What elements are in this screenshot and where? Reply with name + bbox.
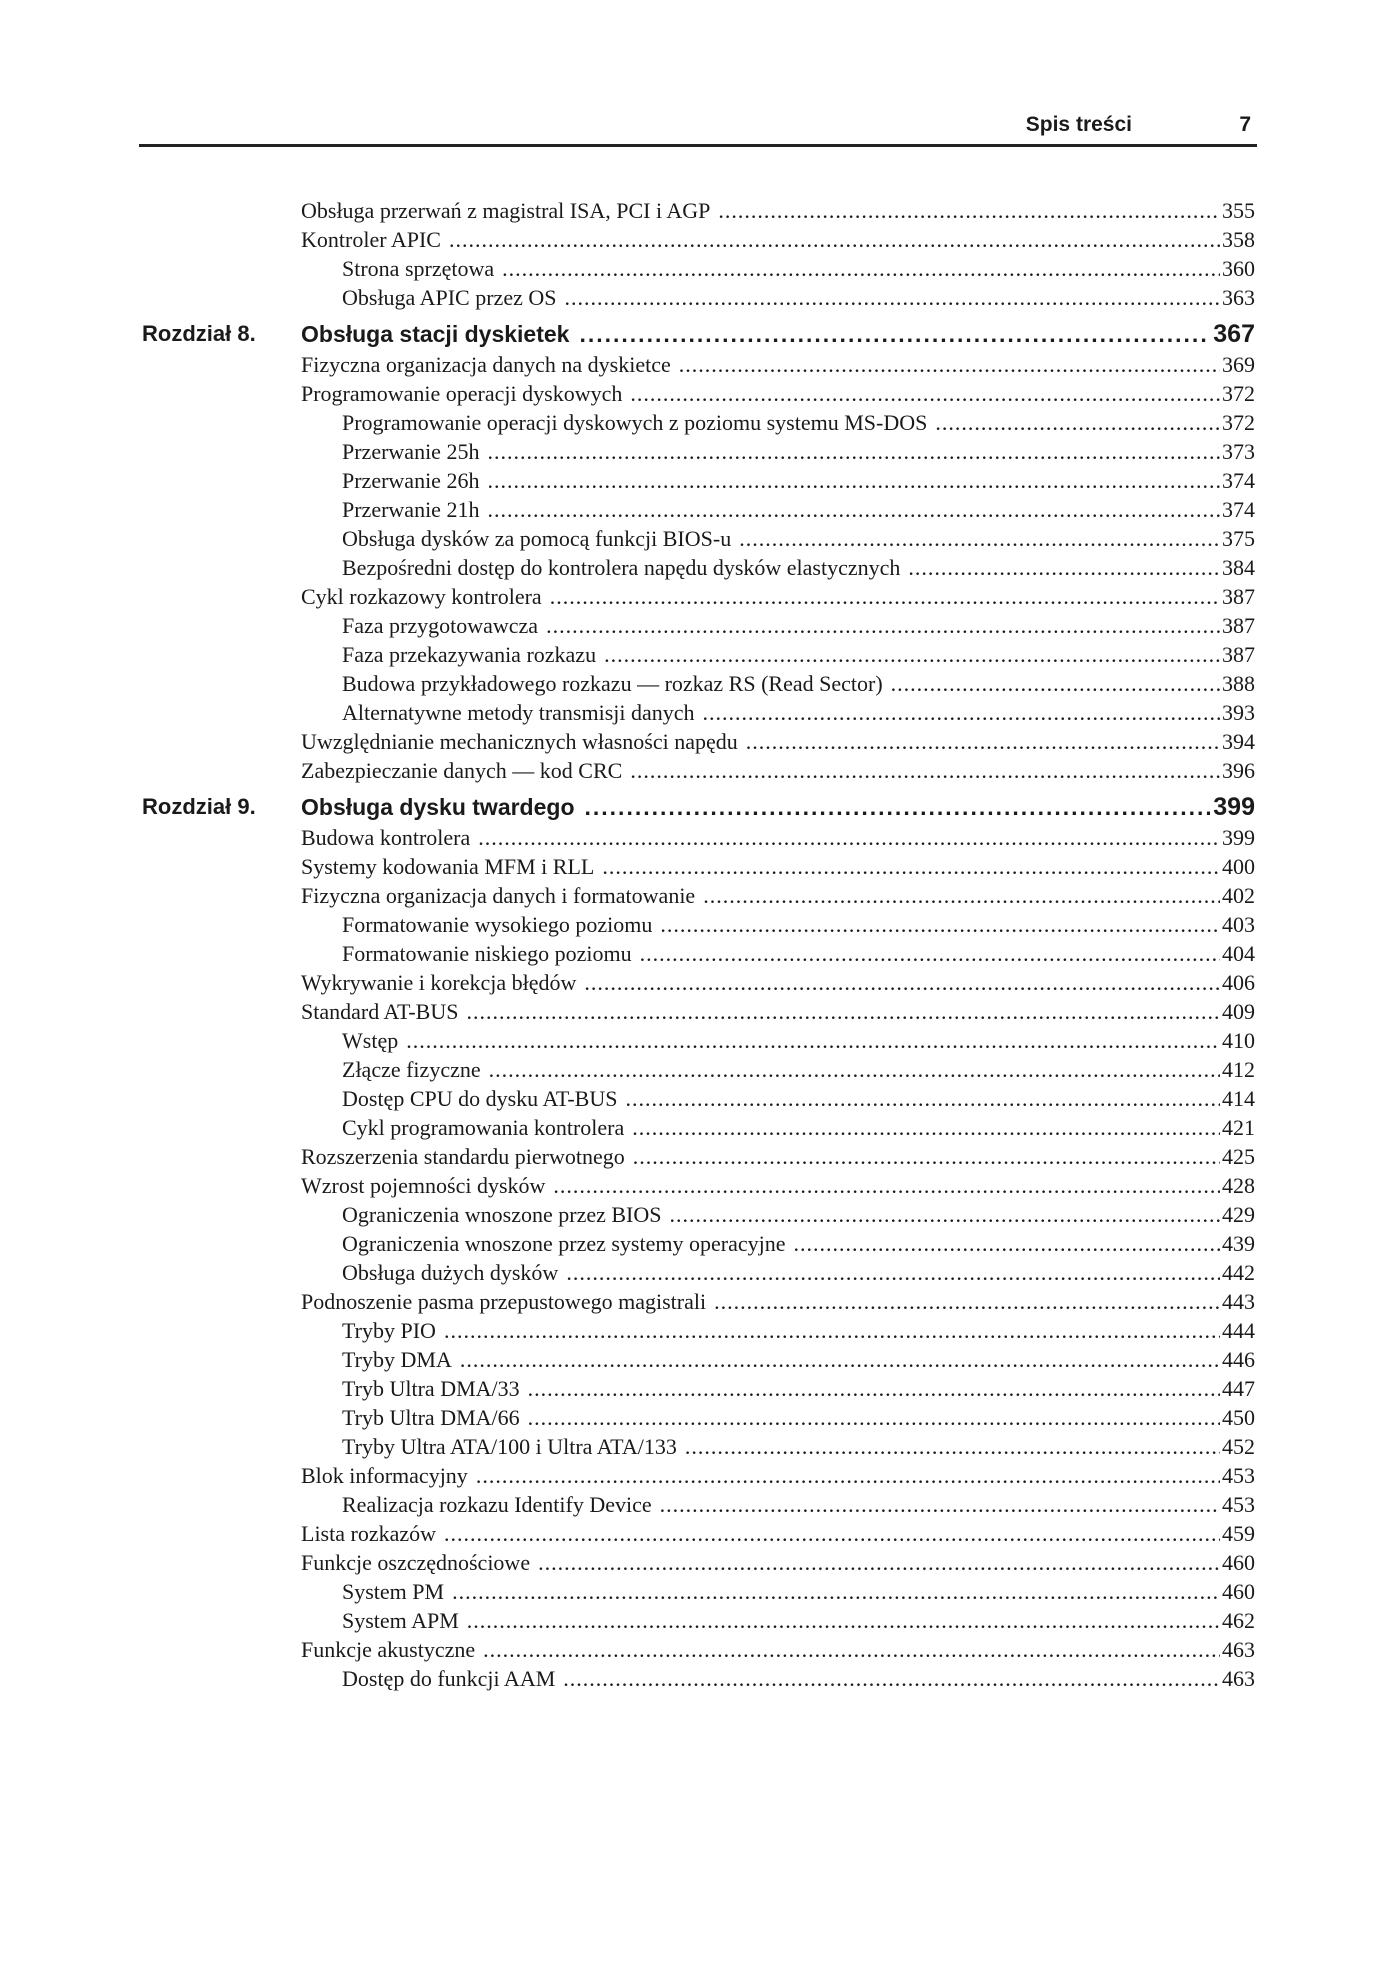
- entry-row: [342, 1084, 1255, 1113]
- entry-page-number: 387: [1222, 642, 1255, 667]
- dot-leader: [604, 640, 1220, 669]
- dot-leader: [660, 910, 1220, 939]
- entry-title: Programowanie operacji dyskowych: [301, 381, 623, 406]
- entry-row: [301, 756, 1255, 785]
- entry-title: Ograniczenia wnoszone przez BIOS: [342, 1202, 662, 1227]
- entry-row: [301, 1635, 1255, 1664]
- entry-title: Tryby Ultra ATA/100 i Ultra ATA/133: [342, 1434, 677, 1459]
- toc-subsection-entry: [0, 1345, 1386, 1374]
- entry-page-number: 444: [1222, 1318, 1255, 1343]
- entry-page-number: 404: [1222, 941, 1255, 966]
- entry-row: [342, 1403, 1255, 1432]
- dot-leader: [746, 727, 1220, 756]
- entry-row: [342, 1490, 1255, 1519]
- dot-leader: [630, 379, 1220, 408]
- toc-section-entry: [0, 225, 1386, 254]
- toc-section-entry: [0, 968, 1386, 997]
- page-number: 7: [1239, 113, 1251, 136]
- toc-subsection-entry: [0, 1490, 1386, 1519]
- header-rule: [139, 144, 1257, 147]
- entry-page-number: 421: [1222, 1115, 1255, 1140]
- entry-title: Faza przekazywania rozkazu: [342, 642, 597, 667]
- entry-page-number: 396: [1222, 758, 1255, 783]
- entry-title: Obsługa dużych dysków: [342, 1260, 559, 1285]
- entry-title: Ograniczenia wnoszone przez systemy operacyjne: [342, 1231, 786, 1256]
- dot-leader: [703, 881, 1220, 910]
- entry-title: Kontroler APIC: [301, 227, 441, 252]
- dot-leader: [685, 1432, 1220, 1461]
- entry-title: Tryb Ultra DMA/66: [342, 1405, 520, 1430]
- entry-row: [342, 698, 1255, 727]
- chapter-page-number: 399: [1213, 792, 1255, 821]
- entry-row: [342, 408, 1255, 437]
- chapter-label: Rozdział 9.: [142, 793, 256, 819]
- toc-subsection-entry: [0, 1200, 1386, 1229]
- toc-section-entry: [0, 1519, 1386, 1548]
- dot-leader: [739, 524, 1220, 553]
- dot-leader: [714, 1287, 1220, 1316]
- entry-title: Bezpośredni dostęp do kontrolera napędu dysków elastycznych: [342, 555, 901, 580]
- chapter-title: Obsługa stacji dyskietek: [301, 320, 570, 347]
- entry-page-number: 393: [1222, 700, 1255, 725]
- dot-leader: [718, 196, 1220, 225]
- dot-leader: [449, 225, 1220, 254]
- entry-row: [342, 640, 1255, 669]
- entry-page-number: 403: [1222, 912, 1255, 937]
- entry-row: [342, 1432, 1255, 1461]
- toc-subsection-entry: [0, 283, 1386, 312]
- entry-title: Dostęp CPU do dysku AT-BUS: [342, 1086, 618, 1111]
- toc-section-entry: [0, 997, 1386, 1026]
- toc-subsection-entry: [0, 1055, 1386, 1084]
- toc-subsection-entry: [0, 437, 1386, 466]
- entry-page-number: 372: [1222, 410, 1255, 435]
- entry-page-number: 460: [1222, 1579, 1255, 1604]
- entry-page-number: 388: [1222, 671, 1255, 696]
- entry-page-number: 439: [1222, 1231, 1255, 1256]
- entry-title: Obsługa dysków za pomocą funkcji BIOS-u: [342, 526, 732, 551]
- entry-page-number: 372: [1222, 381, 1255, 406]
- dot-leader: [466, 997, 1220, 1026]
- entry-title: Funkcje oszczędnościowe: [301, 1550, 531, 1575]
- toc-section-entry: [0, 582, 1386, 611]
- dot-leader: [538, 1548, 1220, 1577]
- entry-row: [342, 1374, 1255, 1403]
- dot-leader: [487, 466, 1220, 495]
- entry-row: [342, 611, 1255, 640]
- entry-row: [301, 225, 1255, 254]
- dot-leader: [444, 1519, 1220, 1548]
- dot-leader: [679, 350, 1220, 379]
- toc-subsection-entry: [0, 466, 1386, 495]
- entry-title: Funkcje akustyczne: [301, 1637, 476, 1662]
- entry-row: [342, 1229, 1255, 1258]
- dot-leader: [935, 408, 1220, 437]
- entry-page-number: 402: [1222, 883, 1255, 908]
- dot-leader: [502, 254, 1220, 283]
- entry-page-number: 409: [1222, 999, 1255, 1024]
- entry-title: Rozszerzenia standardu pierwotnego: [301, 1144, 625, 1169]
- dot-leader: [793, 1229, 1220, 1258]
- toc-subsection-entry: [0, 698, 1386, 727]
- toc-section-entry: [0, 1635, 1386, 1664]
- running-header-title: Spis treści: [1025, 113, 1132, 136]
- entry-page-number: 414: [1222, 1086, 1255, 1111]
- entry-title: Budowa przykładowego rozkazu — rozkaz RS (Read Sector): [342, 671, 883, 696]
- entry-page-number: 425: [1222, 1144, 1255, 1169]
- entry-row: [342, 283, 1255, 312]
- toc-subsection-entry: [0, 1577, 1386, 1606]
- entry-row: [301, 1461, 1255, 1490]
- entry-page-number: 394: [1222, 729, 1255, 754]
- toc-subsection-entry: [0, 1026, 1386, 1055]
- entry-page-number: 406: [1222, 970, 1255, 995]
- entry-title: Fizyczna organizacja danych na dyskietce: [301, 352, 671, 377]
- toc-subsection-entry: [0, 1664, 1386, 1693]
- toc-section-entry: [0, 379, 1386, 408]
- entry-page-number: 374: [1222, 497, 1255, 522]
- entry-page-number: 375: [1222, 526, 1255, 551]
- entry-page-number: 369: [1222, 352, 1255, 377]
- entry-row: [342, 1577, 1255, 1606]
- toc-chapter-heading: [0, 317, 1386, 351]
- entry-row: [342, 466, 1255, 495]
- dot-leader: [908, 553, 1220, 582]
- entry-row: [342, 1258, 1255, 1287]
- entry-page-number: 463: [1222, 1666, 1255, 1691]
- dot-leader: [630, 756, 1220, 785]
- entry-row: [301, 1287, 1255, 1316]
- dot-leader: [550, 582, 1220, 611]
- dot-leader: [483, 1635, 1220, 1664]
- toc-subsection-entry: [0, 1113, 1386, 1142]
- entry-title: Systemy kodowania MFM i RLL: [301, 854, 595, 879]
- entry-page-number: 442: [1222, 1260, 1255, 1285]
- entry-title: System APM: [342, 1608, 459, 1633]
- entry-page-number: 446: [1222, 1347, 1255, 1372]
- entry-title: Faza przygotowawcza: [342, 613, 539, 638]
- entry-title: Cykl rozkazowy kontrolera: [301, 584, 542, 609]
- dot-leader: [487, 495, 1220, 524]
- entry-title: Obsługa przerwań z magistral ISA, PCI i AGP: [301, 198, 711, 223]
- chapter-title-row: [301, 317, 1255, 351]
- dot-leader: [452, 1577, 1220, 1606]
- dot-leader: [553, 1171, 1220, 1200]
- entry-page-number: 412: [1222, 1057, 1255, 1082]
- entry-title: Uwzględnianie mechanicznych własności napędu: [301, 729, 738, 754]
- entry-row: [301, 379, 1255, 408]
- dot-leader: [460, 1345, 1220, 1374]
- entry-page-number: 399: [1222, 825, 1255, 850]
- entry-title: Budowa kontrolera: [301, 825, 471, 850]
- toc-subsection-entry: [0, 1316, 1386, 1345]
- entry-title: Tryby DMA: [342, 1347, 452, 1372]
- toc-subsection-entry: [0, 611, 1386, 640]
- dot-leader: [633, 1142, 1220, 1171]
- entry-title: Tryb Ultra DMA/33: [342, 1376, 520, 1401]
- entry-title: Alternatywne metody transmisji danych: [342, 700, 695, 725]
- toc-subsection-entry: [0, 1432, 1386, 1461]
- dot-leader: [444, 1316, 1220, 1345]
- entry-row: [301, 968, 1255, 997]
- toc-section-entry: [0, 1287, 1386, 1316]
- entry-row: [342, 1055, 1255, 1084]
- toc-chapter-heading: [0, 790, 1386, 824]
- entry-row: [301, 852, 1255, 881]
- entry-row: [342, 1345, 1255, 1374]
- toc-section-entry: [0, 852, 1386, 881]
- dot-leader: [585, 790, 1211, 824]
- entry-title: Formatowanie niskiego poziomu: [342, 941, 632, 966]
- toc-section-entry: [0, 881, 1386, 910]
- entry-title: Standard AT-BUS: [301, 999, 459, 1024]
- entry-title: Zabezpieczanie danych — kod CRC: [301, 758, 623, 783]
- entry-title: Realizacja rozkazu Identify Device: [342, 1492, 652, 1517]
- entry-row: [301, 881, 1255, 910]
- entry-title: System PM: [342, 1579, 445, 1604]
- entry-page-number: 429: [1222, 1202, 1255, 1227]
- toc-section-entry: [0, 1142, 1386, 1171]
- entry-title: Wstęp: [342, 1028, 399, 1053]
- chapter-label: Rozdział 8.: [142, 320, 256, 346]
- dot-leader: [584, 968, 1220, 997]
- dot-leader: [406, 1026, 1220, 1055]
- entry-title: Wykrywanie i korekcja błędów: [301, 970, 577, 995]
- toc-subsection-entry: [0, 640, 1386, 669]
- toc-section-entry: [0, 823, 1386, 852]
- dot-leader: [563, 1664, 1220, 1693]
- entry-title: Obsługa APIC przez OS: [342, 285, 557, 310]
- entry-row: [301, 582, 1255, 611]
- dot-leader: [487, 437, 1220, 466]
- entry-row: [342, 254, 1255, 283]
- entry-page-number: 387: [1222, 613, 1255, 638]
- running-header: [139, 110, 1257, 146]
- dot-leader: [640, 939, 1220, 968]
- toc-subsection-entry: [0, 1229, 1386, 1258]
- entry-page-number: 373: [1222, 439, 1255, 464]
- entry-title: Podnoszenie pasma przepustowego magistrali: [301, 1289, 707, 1314]
- toc-subsection-entry: [0, 1606, 1386, 1635]
- entry-title: Fizyczna organizacja danych i formatowanie: [301, 883, 696, 908]
- entry-title: Przerwanie 21h: [342, 497, 480, 522]
- entry-page-number: 355: [1222, 198, 1255, 223]
- entry-page-number: 447: [1222, 1376, 1255, 1401]
- entry-row: [342, 669, 1255, 698]
- entry-row: [342, 939, 1255, 968]
- dot-leader: [564, 283, 1220, 312]
- chapter-title: Obsługa dysku twardego: [301, 793, 575, 820]
- toc-subsection-entry: [0, 1374, 1386, 1403]
- entry-row: [342, 495, 1255, 524]
- dot-leader: [546, 611, 1220, 640]
- toc-subsection-entry: [0, 669, 1386, 698]
- toc-section-entry: [0, 1548, 1386, 1577]
- dot-leader: [478, 823, 1220, 852]
- entry-title: Wzrost pojemności dysków: [301, 1173, 546, 1198]
- entry-row: [342, 524, 1255, 553]
- entry-page-number: 410: [1222, 1028, 1255, 1053]
- dot-leader: [579, 317, 1210, 351]
- entry-title: Blok informacyjny: [301, 1463, 468, 1488]
- entry-row: [342, 437, 1255, 466]
- entry-page-number: 453: [1222, 1492, 1255, 1517]
- toc-section-entry: [0, 1171, 1386, 1200]
- entry-title: Dostęp do funkcji AAM: [342, 1666, 556, 1691]
- entry-row: [301, 1519, 1255, 1548]
- entry-page-number: 459: [1222, 1521, 1255, 1546]
- toc-subsection-entry: [0, 553, 1386, 582]
- entry-title: Formatowanie wysokiego poziomu: [342, 912, 653, 937]
- entry-row: [301, 1142, 1255, 1171]
- dot-leader: [467, 1606, 1220, 1635]
- entry-page-number: 443: [1222, 1289, 1255, 1314]
- entry-row: [301, 727, 1255, 756]
- entry-page-number: 452: [1222, 1434, 1255, 1459]
- entry-page-number: 463: [1222, 1637, 1255, 1662]
- entry-row: [301, 196, 1255, 225]
- entry-page-number: 363: [1222, 285, 1255, 310]
- entry-row: [342, 910, 1255, 939]
- entry-title: Lista rozkazów: [301, 1521, 436, 1546]
- entry-page-number: 374: [1222, 468, 1255, 493]
- entry-row: [342, 1316, 1255, 1345]
- toc-subsection-entry: [0, 1258, 1386, 1287]
- entry-title: Złącze fizyczne: [342, 1057, 481, 1082]
- dot-leader: [660, 1490, 1220, 1519]
- entry-title: Przerwanie 25h: [342, 439, 480, 464]
- entry-row: [301, 1548, 1255, 1577]
- entry-row: [342, 553, 1255, 582]
- toc-section-entry: [0, 727, 1386, 756]
- dot-leader: [632, 1113, 1220, 1142]
- toc-subsection-entry: [0, 254, 1386, 283]
- toc-subsection-entry: [0, 1403, 1386, 1432]
- dot-leader: [669, 1200, 1220, 1229]
- chapter-page-number: 367: [1213, 319, 1255, 348]
- entry-page-number: 428: [1222, 1173, 1255, 1198]
- entry-page-number: 360: [1222, 256, 1255, 281]
- entry-row: [342, 1664, 1255, 1693]
- dot-leader: [602, 852, 1220, 881]
- dot-leader: [625, 1084, 1220, 1113]
- dot-leader: [489, 1055, 1220, 1084]
- chapter-title-row: [301, 790, 1255, 824]
- entry-page-number: 450: [1222, 1405, 1255, 1430]
- toc-section-entry: [0, 1461, 1386, 1490]
- dot-leader: [528, 1403, 1220, 1432]
- toc-subsection-entry: [0, 524, 1386, 553]
- toc-subsection-entry: [0, 408, 1386, 437]
- entry-page-number: 453: [1222, 1463, 1255, 1488]
- toc-section-entry: [0, 350, 1386, 379]
- entry-title: Tryby PIO: [342, 1318, 436, 1343]
- entry-page-number: 400: [1222, 854, 1255, 879]
- entry-title: Programowanie operacji dyskowych z poziomu systemu MS-DOS: [342, 410, 928, 435]
- toc-section-entry: [0, 756, 1386, 785]
- toc-subsection-entry: [0, 939, 1386, 968]
- entry-row: [301, 823, 1255, 852]
- entry-row: [342, 1113, 1255, 1142]
- dot-leader: [528, 1374, 1220, 1403]
- entry-title: Strona sprzętowa: [342, 256, 495, 281]
- toc-subsection-entry: [0, 910, 1386, 939]
- toc-section-entry: [0, 196, 1386, 225]
- dot-leader: [476, 1461, 1220, 1490]
- dot-leader: [566, 1258, 1220, 1287]
- entry-row: [342, 1200, 1255, 1229]
- entry-row: [301, 350, 1255, 379]
- entry-row: [342, 1026, 1255, 1055]
- entry-page-number: 387: [1222, 584, 1255, 609]
- entry-row: [301, 1171, 1255, 1200]
- entry-page-number: 384: [1222, 555, 1255, 580]
- entry-page-number: 462: [1222, 1608, 1255, 1633]
- entry-row: [342, 1606, 1255, 1635]
- dot-leader: [891, 669, 1220, 698]
- entry-page-number: 358: [1222, 227, 1255, 252]
- entry-title: Cykl programowania kontrolera: [342, 1115, 625, 1140]
- toc-subsection-entry: [0, 1084, 1386, 1113]
- entry-page-number: 460: [1222, 1550, 1255, 1575]
- entry-title: Przerwanie 26h: [342, 468, 480, 493]
- entry-row: [301, 997, 1255, 1026]
- toc-subsection-entry: [0, 495, 1386, 524]
- dot-leader: [703, 698, 1220, 727]
